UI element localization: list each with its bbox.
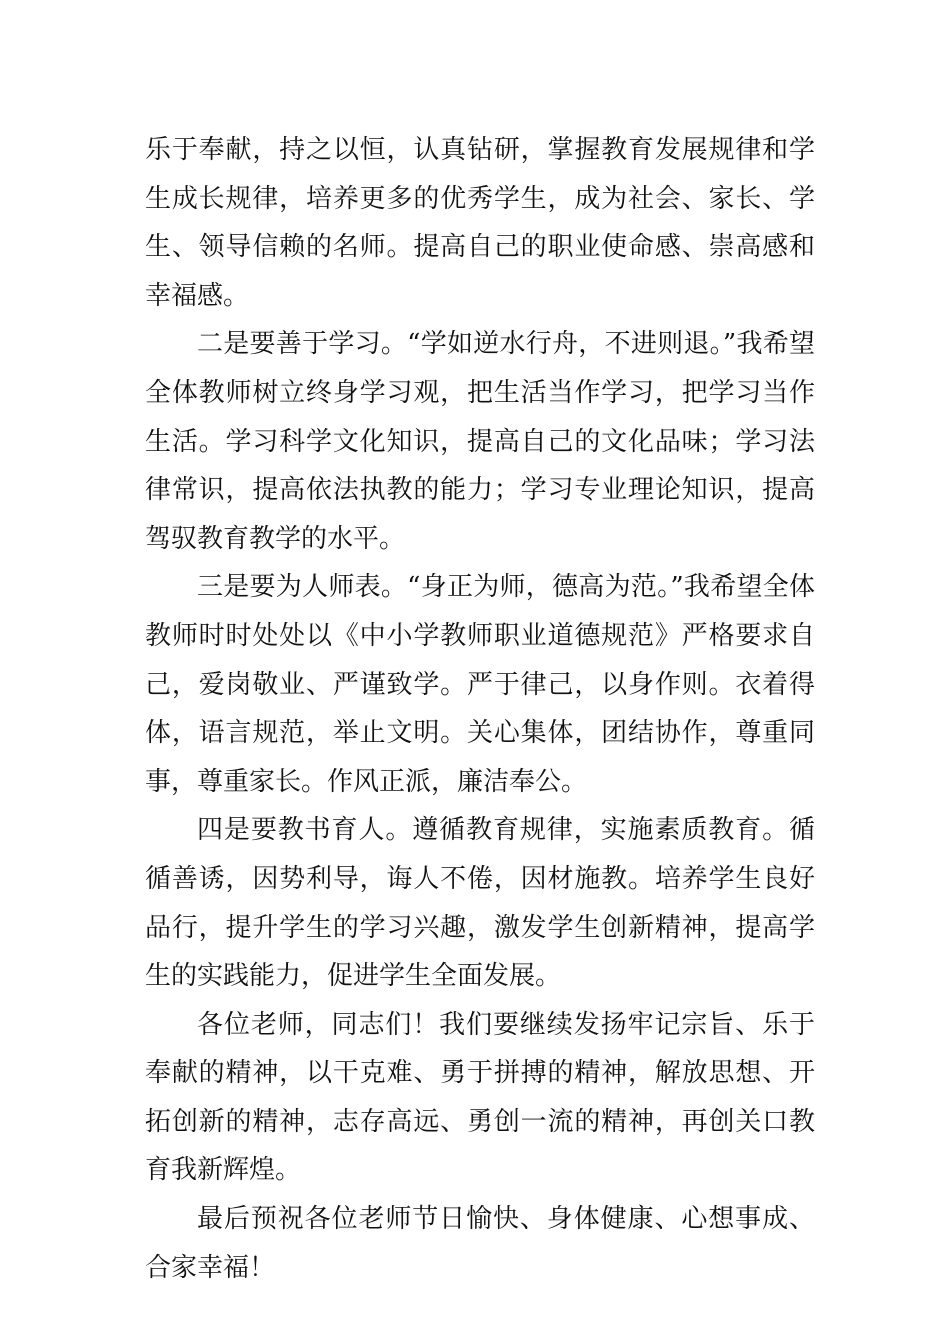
paragraph-6: 最后预祝各位老师节日愉快、身体健康、心想事成、合家幸福！ (145, 1204, 815, 1283)
paragraph-2: 二是要善于学习。“学如逆水行舟，不进则退。”我希望全体教师树立终身学习观，把生活当作学习，把学习当作生活。学习科学文化知识，提高自己的文化品味；学习法律常识，提高依法执教的能力；学习专业理论知识，提高驾驭教育教学的水平。 (145, 329, 815, 554)
document-body (145, 126, 815, 1292)
paragraph-1: 乐于奉献，持之以恒，认真钻研，掌握教育发展规律和学生成长规律，培养更多的优秀学生，成为社会、家长、学生、领导信赖的名师。提高自己的职业使命感、崇高感和幸福感。 (145, 135, 815, 311)
paragraph-4: 四是要教书育人。遵循教育规律，实施素质教育。循循善诱，因势利导，诲人不倦，因材施教。培养学生良好品行，提升学生的学习兴趣，激发学生创新精神，提高学生的实践能力，促进学生全面发展。 (145, 815, 815, 992)
paragraph-3: 三是要为人师表。“身正为师，德高为范。”我希望全体教师时时处处以《中小学教师职业道德规范》严格要求自己，爱岗敬业、严谨致学。严于律己，以身作则。衣着得体，语言规范，举止文明。关心集体，团结协作，尊重同事，尊重家长。作风正派，廉洁奉公。 (145, 572, 815, 797)
paragraph-5: 各位老师，同志们！我们要继续发扬牢记宗旨、乐于奉献的精神，以干克难、勇于拼搏的精神，解放思想、开拓创新的精神，志存高远、勇创一流的精神，再创关口教育我新辉煌。 (145, 1009, 815, 1186)
